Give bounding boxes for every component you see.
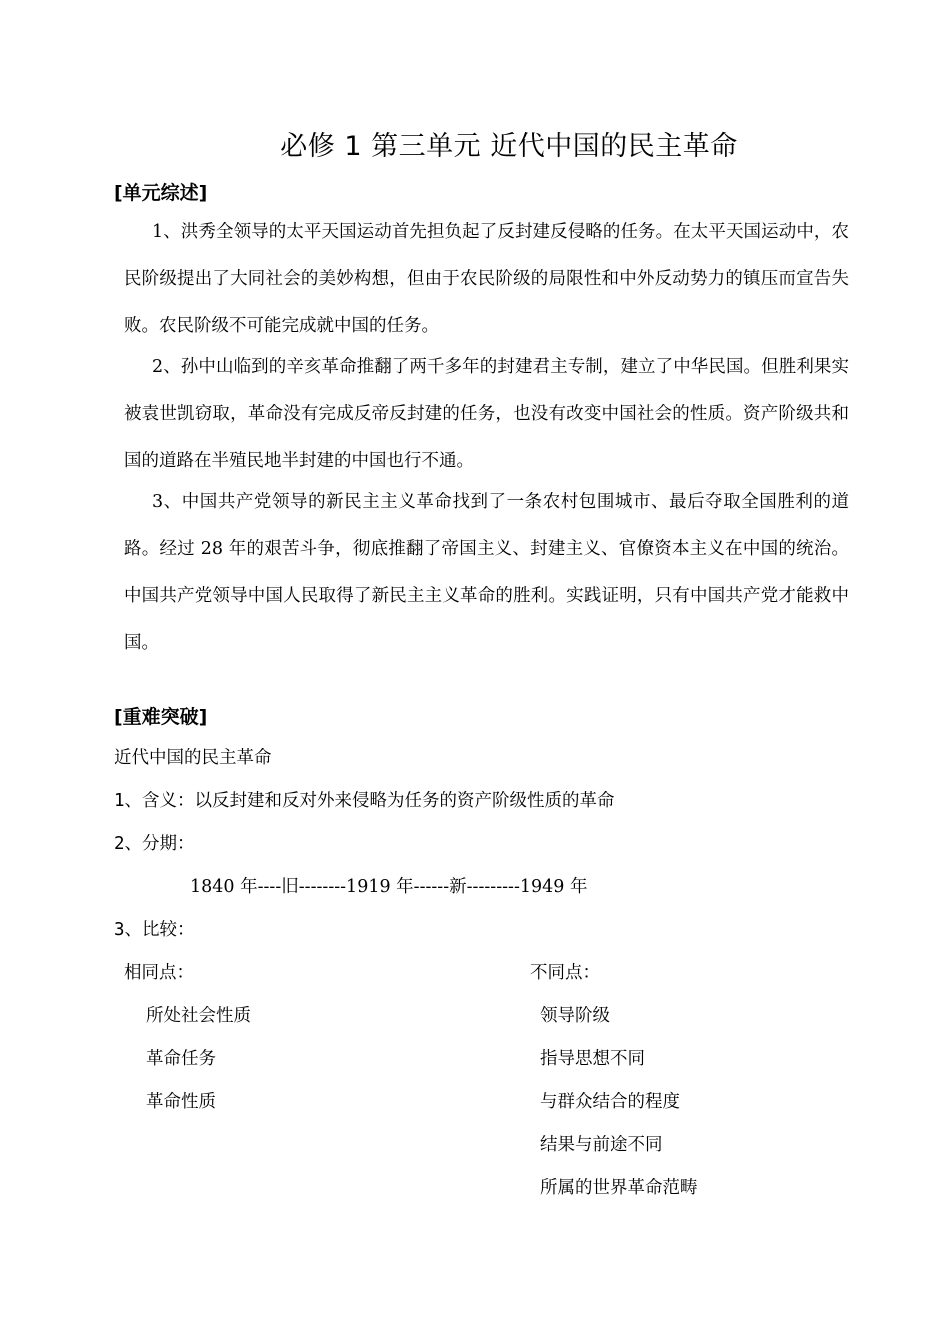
page-title: 必修 1 第三单元 近代中国的民主革命 xyxy=(280,131,738,162)
summary-heading: [单元综述] xyxy=(114,182,208,204)
key-points-subtitle: 近代中国的民主革命 xyxy=(114,748,272,768)
same-points-label: 相同点： xyxy=(124,963,194,983)
compare-label: 3、比较： xyxy=(114,920,195,940)
timeline-line: 1840 年----旧--------1919 年------新---------1949 年 xyxy=(190,877,588,897)
diff-item: 指导思想不同 xyxy=(540,1049,645,1069)
diff-item: 与群众结合的程度 xyxy=(540,1092,680,1112)
key-points-heading: [重难突破] xyxy=(114,706,208,728)
diff-item: 所属的世界革命范畴 xyxy=(540,1178,698,1198)
same-item: 革命性质 xyxy=(146,1092,216,1112)
same-item: 所处社会性质 xyxy=(146,1006,251,1026)
diff-item: 结果与前途不同 xyxy=(540,1135,663,1155)
same-item: 革命任务 xyxy=(146,1049,216,1069)
diff-item: 领导阶级 xyxy=(540,1006,610,1026)
summary-paragraph-2: 2、孙中山临到的辛亥革命推翻了两千多年的封建君主专制，建立了中华民国。但胜利果实被袁世凯窃取，革命没有完成反帝反封建的任务，也没有改变中国社会的性质。资产阶级共和国的道路在半殖民地半封建的中国也行不通。 xyxy=(124,357,849,471)
summary-paragraph-1: 1、洪秀全领导的太平天国运动首先担负起了反封建反侵略的任务。在太平天国运动中，农民阶级提出了大同社会的美妙构想，但由于农民阶级的局限性和中外反动势力的镇压而宣告失败。农民阶级不可能完成就中国的任务。 xyxy=(124,222,849,336)
diff-points-label: 不同点： xyxy=(530,963,600,983)
meaning-line: 1、含义：以反封建和反对外来侵略为任务的资产阶级性质的革命 xyxy=(114,791,615,811)
period-label: 2、分期： xyxy=(114,834,195,854)
summary-paragraph-3: 3、中国共产党领导的新民主主义革命找到了一条农村包围城市、最后夺取全国胜利的道路。经过 28 年的艰苦斗争，彻底推翻了帝国主义、封建主义、官僚资本主义在中国的统治。中国共产党领导中国人民取得了新民主主义革命的胜利。实践证明，只有中国共产党才能救中国。 xyxy=(124,492,849,653)
